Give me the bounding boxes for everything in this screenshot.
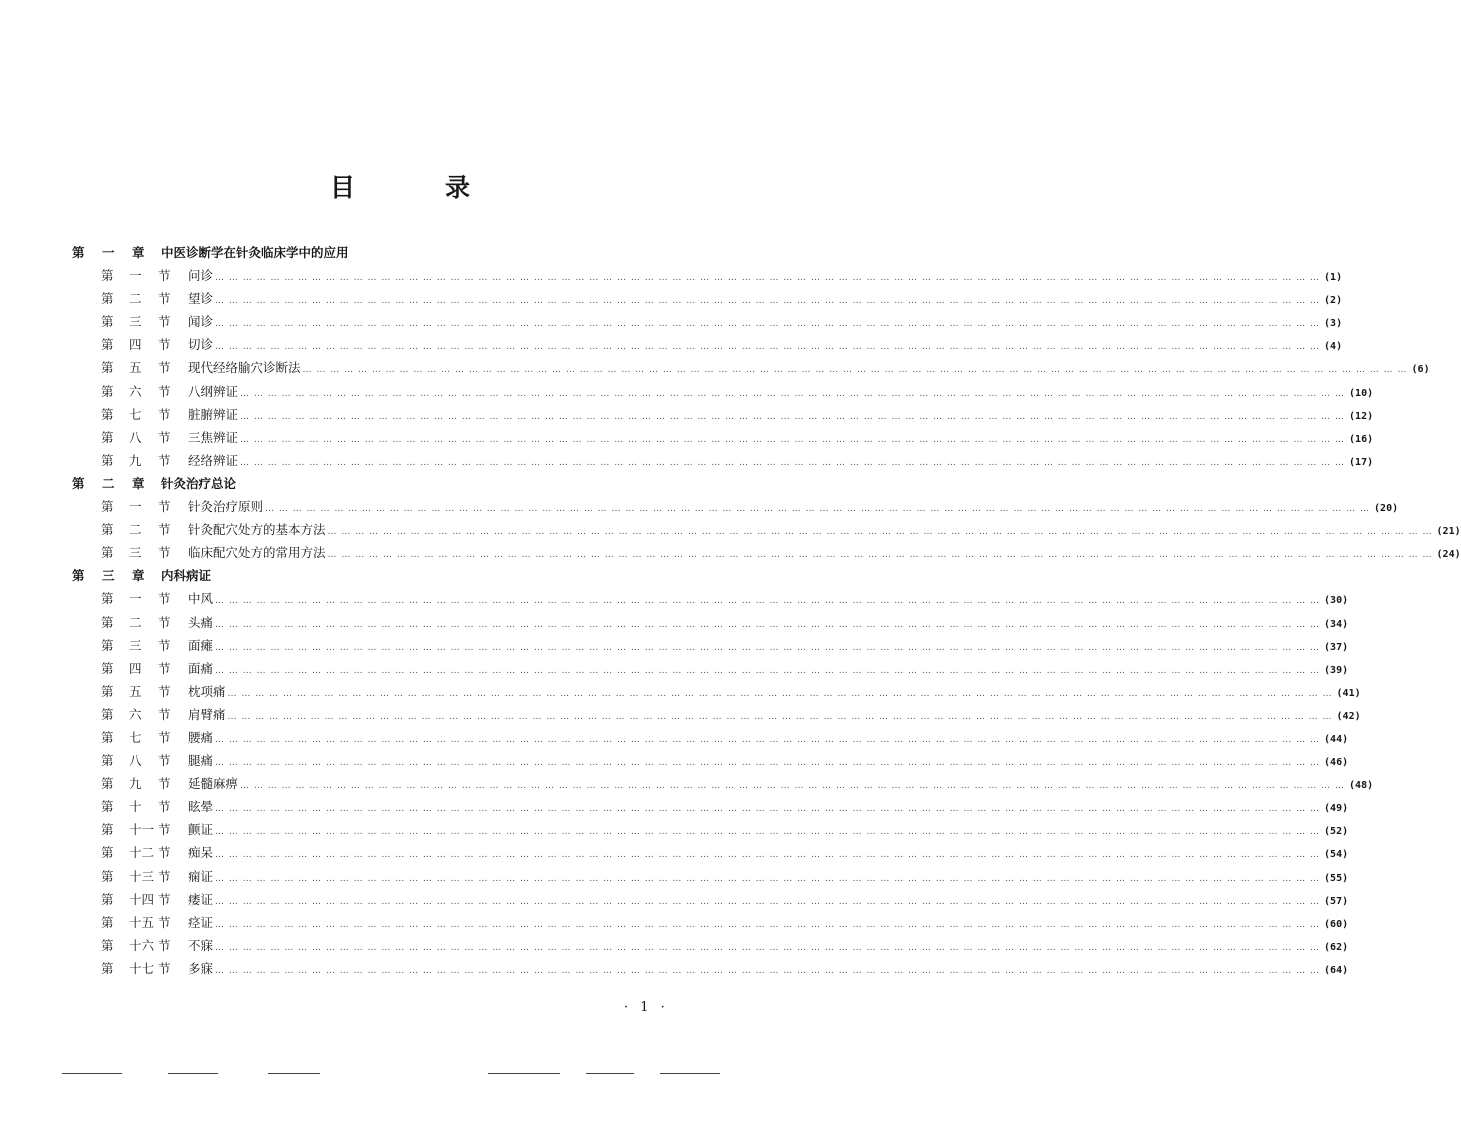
section-label-part: 节 [158, 729, 171, 745]
section-title: 枕项痛 [188, 683, 226, 699]
chapter-entry [161, 472, 684, 495]
section-label-part: 第 [101, 868, 114, 884]
page-ref: (39) [1324, 664, 1349, 676]
section-title: 眩晕 [188, 799, 214, 815]
section-label-part: 十七 [129, 960, 155, 976]
table-of-contents [72, 241, 1461, 980]
chapter-title: 针灸治疗总论 [161, 475, 237, 491]
dot-leader: … … … … … … … … … … … … … … … … … … … … … … … … … … … … … … … … … … … … … … … … … … … … … … … … … … … … … … … … … … … … … … … … … … … … … … … … … … … … … … … … [215, 342, 1321, 353]
toc-section-row [72, 356, 1430, 379]
toc-section-row [72, 426, 1374, 449]
page-ref: (4) [1324, 341, 1343, 353]
toc-chapter-row [72, 564, 684, 587]
section-title: 不寐 [188, 937, 214, 953]
section-title: 延髓麻痹 [188, 776, 239, 792]
section-label-part: 节 [158, 937, 171, 953]
page-ref: (52) [1324, 826, 1349, 838]
dot-leader: … … … … … … … … … … … … … … … … … … … … … … … … … … … … … … … … … … … … … … … … … … … … … … … … … … … … … … … … … … … … … … … … … … … … … … … … … … … … … … … … [240, 434, 1346, 445]
dot-leader: … … … … … … … … … … … … … … … … … … … … … … … … … … … … … … … … … … … … … … … … … … … … … … … … … … … … … … … … … … … … … … … … … … … … … … … … … … … … … … … … [215, 273, 1321, 284]
page-ref: (30) [1324, 595, 1349, 607]
section-title: 痉证 [188, 914, 214, 930]
dot-leader: … … … … … … … … … … … … … … … … … … … … … … … … … … … … … … … … … … … … … … … … … … … … … … … … … … … … … … … … … … … … … … … … … … … … … … … … … … … … … … … … [302, 365, 1408, 376]
section-label-part: 十五 [129, 914, 155, 930]
section-label-part: 四 [129, 660, 142, 676]
chapter-entry [161, 241, 684, 264]
section-label-part: 节 [158, 637, 171, 653]
page-number: · 1 · [624, 1000, 669, 1015]
section-label-part: 第 [101, 499, 114, 515]
section-label-part: 第 [101, 776, 114, 792]
section-label-part: 十三 [129, 868, 155, 884]
section-label-part: 六 [129, 706, 142, 722]
page-ref: (41) [1336, 687, 1361, 699]
dot-leader: … … … … … … … … … … … … … … … … … … … … … … … … … … … … … … … … … … … … … … … … … … … … … … … … … … … … … … … … … … … … … … … … … … … … … … … … … … … … … … … … [265, 504, 1371, 515]
scan-artifact-line [62, 1073, 122, 1074]
section-label-part: 节 [158, 522, 171, 538]
dot-leader: … … … … … … … … … … … … … … … … … … … … … … … … … … … … … … … … … … … … … … … … … … … … … … … … … … … … … … … … … … … … … … … … … … … … … … … … … … … … … … … … [240, 457, 1346, 468]
section-label-part: 节 [158, 268, 171, 284]
section-label-part: 第 [101, 845, 114, 861]
section-label-part: 第 [101, 614, 114, 630]
section-label-part: 节 [158, 314, 171, 330]
page-ref: (60) [1324, 918, 1349, 930]
section-label-part: 节 [158, 545, 171, 561]
section-title: 临床配穴处方的常用方法 [188, 545, 326, 561]
toc-section-row [72, 495, 1399, 518]
section-label-part: 第 [101, 822, 114, 838]
section-label-part: 八 [129, 753, 142, 769]
toc-section-row [72, 865, 1349, 888]
scan-artifact-line [488, 1073, 560, 1074]
section-label-part: 二 [129, 522, 142, 538]
section-label-part: 节 [158, 776, 171, 792]
chapter-label-part: 二 [102, 475, 115, 491]
section-label-part: 节 [158, 822, 171, 838]
scan-artifact-line [660, 1073, 720, 1074]
toc-section-row [72, 518, 1461, 541]
section-title: 八纲辨证 [188, 383, 239, 399]
section-label-part: 九 [129, 452, 142, 468]
dot-leader: … … … … … … … … … … … … … … … … … … … … … … … … … … … … … … … … … … … … … … … … … … … … … … … … … … … … … … … … … … … … … … … … … … … … … … … … … … … … … … … … [227, 688, 1333, 699]
section-label-part: 三 [129, 545, 142, 561]
section-label-part: 八 [129, 429, 142, 445]
section-label-part: 十二 [129, 845, 155, 861]
toc-chapter-row [72, 472, 684, 495]
section-label-part: 节 [158, 383, 171, 399]
toc-section-row [72, 287, 1343, 310]
section-label-part: 七 [129, 729, 142, 745]
section-label-part: 节 [158, 452, 171, 468]
toc-section-row [72, 634, 1349, 657]
dot-leader: … … … … … … … … … … … … … … … … … … … … … … … … … … … … … … … … … … … … … … … … … … … … … … … … … … … … … … … … … … … … … … … … … … … … … … … … … … … … … … … … [327, 550, 1433, 561]
toc-section-row [72, 749, 1349, 772]
section-label-part: 节 [158, 429, 171, 445]
section-label-part: 六 [129, 383, 142, 399]
section-title: 切诊 [188, 337, 214, 353]
dot-leader: … … … … … … … … … … … … … … … … … … … … … … … … … … … … … … … … … … … … … … … … … … … … … … … … … … … … … … … … … … … … … … … … … … … … … … … … … … … … … … … … [240, 411, 1346, 422]
section-label-part: 三 [129, 637, 142, 653]
toc-section-row [72, 310, 1343, 333]
section-title: 问诊 [188, 268, 214, 284]
toc-section-row [72, 772, 1374, 795]
page-ref: (10) [1349, 387, 1374, 399]
section-label-part: 二 [129, 614, 142, 630]
dot-leader: … … … … … … … … … … … … … … … … … … … … … … … … … … … … … … … … … … … … … … … … … … … … … … … … … … … … … … … … … … … … … … … … … … … … … … … … … … … … … … … … [240, 781, 1346, 792]
toc-section-row [72, 403, 1374, 426]
section-label-part: 第 [101, 291, 114, 307]
section-label-part: 节 [158, 614, 171, 630]
toc-section-row [72, 333, 1343, 356]
toc-chapter-row [72, 241, 684, 264]
page-ref: (37) [1324, 641, 1349, 653]
dot-leader: … … … … … … … … … … … … … … … … … … … … … … … … … … … … … … … … … … … … … … … … … … … … … … … … … … … … … … … … … … … … … … … … … … … … … … … … … … … … … … … … [240, 388, 1346, 399]
section-label-part: 四 [129, 337, 142, 353]
section-label-part: 第 [101, 729, 114, 745]
section-label-part: 一 [129, 499, 142, 515]
toc-section-row [72, 541, 1461, 564]
toc-section-row [72, 264, 1343, 287]
section-title: 头痛 [188, 614, 214, 630]
dot-leader: … … … … … … … … … … … … … … … … … … … … … … … … … … … … … … … … … … … … … … … … … … … … … … … … … … … … … … … … … … … … … … … … … … … … … … … … … … … … … … … … [327, 527, 1433, 538]
section-label-part: 第 [101, 591, 114, 607]
section-entry [188, 957, 1349, 983]
dot-leader: … … … … … … … … … … … … … … … … … … … … … … … … … … … … … … … … … … … … … … … … … … … … … … … … … … … … … … … … … … … … … … … … … … … … … … … … … … … … … … … … [215, 850, 1321, 861]
page-ref: (2) [1324, 295, 1343, 307]
section-label-part: 第 [101, 660, 114, 676]
section-label-part: 节 [158, 683, 171, 699]
chapter-title: 内科病证 [161, 568, 212, 584]
section-label-part: 第 [101, 914, 114, 930]
page-ref: (46) [1324, 757, 1349, 769]
page-ref: (34) [1324, 618, 1349, 630]
section-label-part: 第 [101, 522, 114, 538]
section-title: 腿痛 [188, 753, 214, 769]
section-label-part: 节 [158, 845, 171, 861]
page-ref: (64) [1324, 964, 1349, 976]
page-ref: (16) [1349, 433, 1374, 445]
section-label-part: 一 [129, 268, 142, 284]
page-ref: (21) [1436, 526, 1461, 538]
scan-artifact-line [268, 1073, 320, 1074]
dot-leader: … … … … … … … … … … … … … … … … … … … … … … … … … … … … … … … … … … … … … … … … … … … … … … … … … … … … … … … … … … … … … … … … … … … … … … … … … … … … … … … … [215, 758, 1321, 769]
chapter-label-part: 章 [132, 245, 145, 260]
section-title: 中风 [188, 591, 214, 607]
dot-leader: … … … … … … … … … … … … … … … … … … … … … … … … … … … … … … … … … … … … … … … … … … … … … … … … … … … … … … … … … … … … … … … … … … … … … … … … … … … … … … … … [215, 827, 1321, 838]
section-label-part: 十 [129, 799, 142, 815]
page-ref: (17) [1349, 456, 1374, 468]
section-title: 多寐 [188, 960, 214, 976]
section-label-part: 节 [158, 337, 171, 353]
section-label-part: 节 [158, 660, 171, 676]
chapter-title: 中医诊断学在针灸临床学中的应用 [161, 245, 349, 260]
page-ref: (20) [1374, 503, 1399, 515]
page-ref: (49) [1324, 803, 1349, 815]
dot-leader: … … … … … … … … … … … … … … … … … … … … … … … … … … … … … … … … … … … … … … … … … … … … … … … … … … … … … … … … … … … … … … … … … … … … … … … … … … … … … … … … [215, 919, 1321, 930]
section-label-part: 第 [101, 891, 114, 907]
toc-section-row [72, 795, 1349, 818]
section-title: 痫证 [188, 868, 214, 884]
dot-leader: … … … … … … … … … … … … … … … … … … … … … … … … … … … … … … … … … … … … … … … … … … … … … … … … … … … … … … … … … … … … … … … … … … … … … … … … … … … … … … … … [215, 642, 1321, 653]
section-label-part: 第 [101, 360, 114, 376]
section-title: 经络辨证 [188, 452, 239, 468]
chapter-label-part: 章 [132, 475, 145, 491]
section-label-part: 第 [101, 937, 114, 953]
page-ref: (1) [1324, 272, 1343, 284]
dot-leader: … … … … … … … … … … … … … … … … … … … … … … … … … … … … … … … … … … … … … … … … … … … … … … … … … … … … … … … … … … … … … … … … … … … … … … … … … … … … … … … … [215, 873, 1321, 884]
dot-leader: … … … … … … … … … … … … … … … … … … … … … … … … … … … … … … … … … … … … … … … … … … … … … … … … … … … … … … … … … … … … … … … … … … … … … … … … … … … … … … … … [215, 896, 1321, 907]
page-ref: (3) [1324, 318, 1343, 330]
page-ref: (42) [1336, 710, 1361, 722]
page-title [0, 168, 875, 208]
dot-leader: … … … … … … … … … … … … … … … … … … … … … … … … … … … … … … … … … … … … … … … … … … … … … … … … … … … … … … … … … … … … … … … … … … … … … … … … … … … … … … … … [215, 619, 1321, 630]
section-label-part: 第 [101, 383, 114, 399]
section-label-part: 第 [101, 314, 114, 330]
page-ref: (54) [1324, 849, 1349, 861]
section-title: 针灸配穴处方的基本方法 [188, 522, 326, 538]
scan-artifact-line [586, 1073, 634, 1074]
section-title: 面瘫 [188, 637, 214, 653]
section-title: 痿证 [188, 891, 214, 907]
page-ref: (57) [1324, 895, 1349, 907]
section-label-part: 第 [101, 960, 114, 976]
section-label-part: 节 [158, 499, 171, 515]
section-label-part: 节 [158, 291, 171, 307]
section-title: 针灸治疗原则 [188, 499, 264, 515]
section-label-part: 节 [158, 891, 171, 907]
chapter-label-part: 第 [72, 475, 85, 491]
section-label-part: 第 [101, 753, 114, 769]
dot-leader: … … … … … … … … … … … … … … … … … … … … … … … … … … … … … … … … … … … … … … … … … … … … … … … … … … … … … … … … … … … … … … … … … … … … … … … … … … … … … … … … [227, 711, 1333, 722]
dot-leader: … … … … … … … … … … … … … … … … … … … … … … … … … … … … … … … … … … … … … … … … … … … … … … … … … … … … … … … … … … … … … … … … … … … … … … … … … … … … … … … … [215, 319, 1321, 330]
toc-section-row [72, 818, 1349, 841]
chapter-label-part: 一 [102, 245, 115, 260]
section-title: 肩臂痛 [188, 706, 226, 722]
section-title: 脏腑辨证 [188, 406, 239, 422]
toc-section-row [72, 587, 1349, 610]
section-label-part: 节 [158, 799, 171, 815]
toc-section-row [72, 703, 1361, 726]
section-label-part: 第 [101, 683, 114, 699]
section-label-part: 第 [101, 406, 114, 422]
dot-leader: … … … … … … … … … … … … … … … … … … … … … … … … … … … … … … … … … … … … … … … … … … … … … … … … … … … … … … … … … … … … … … … … … … … … … … … … … … … … … … … … [215, 596, 1321, 607]
toc-section-row [72, 611, 1349, 634]
section-title: 现代经络腧穴诊断法 [188, 360, 301, 376]
page-ref: (24) [1436, 549, 1461, 561]
dot-leader: … … … … … … … … … … … … … … … … … … … … … … … … … … … … … … … … … … … … … … … … … … … … … … … … … … … … … … … … … … … … … … … … … … … … … … … … … … … … … … … … [215, 665, 1321, 676]
page-ref: (48) [1349, 780, 1374, 792]
toc-section-row [72, 680, 1361, 703]
chapter-entry [161, 564, 684, 587]
section-title: 面痛 [188, 660, 214, 676]
dot-leader: … … … … … … … … … … … … … … … … … … … … … … … … … … … … … … … … … … … … … … … … … … … … … … … … … … … … … … … … … … … … … … … … … … … … … … … … … … … … … … … … [215, 296, 1321, 307]
section-label-part: 九 [129, 776, 142, 792]
section-label-part: 节 [158, 914, 171, 930]
title-char-lu: 录 [445, 173, 471, 202]
toc-section-row [72, 380, 1374, 403]
chapter-label-part: 章 [132, 568, 145, 584]
section-title: 颤证 [188, 822, 214, 838]
section-label-part: 五 [129, 683, 142, 699]
page-ref: (12) [1349, 410, 1374, 422]
toc-section-row [72, 957, 1349, 980]
dot-leader: … … … … … … … … … … … … … … … … … … … … … … … … … … … … … … … … … … … … … … … … … … … … … … … … … … … … … … … … … … … … … … … … … … … … … … … … … … … … … … … … [215, 965, 1321, 976]
section-title: 闻诊 [188, 314, 214, 330]
section-label-part: 一 [129, 591, 142, 607]
section-label-part: 节 [158, 960, 171, 976]
toc-section-row [72, 911, 1349, 934]
chapter-label-part: 第 [72, 568, 85, 584]
section-label-part: 第 [101, 268, 114, 284]
section-label-part: 第 [101, 337, 114, 353]
section-title: 三焦辨证 [188, 429, 239, 445]
section-label-part: 第 [101, 706, 114, 722]
section-label-part: 第 [101, 545, 114, 561]
chapter-label-part: 三 [102, 568, 115, 584]
page-ref: (44) [1324, 733, 1349, 745]
chapter-label-part: 第 [72, 245, 85, 260]
section-label-part: 节 [158, 868, 171, 884]
section-label-part: 十四 [129, 891, 155, 907]
page-ref: (62) [1324, 941, 1349, 953]
section-title: 腰痛 [188, 729, 214, 745]
section-label-part: 节 [158, 406, 171, 422]
dot-leader: … … … … … … … … … … … … … … … … … … … … … … … … … … … … … … … … … … … … … … … … … … … … … … … … … … … … … … … … … … … … … … … … … … … … … … … … … … … … … … … … [215, 804, 1321, 815]
toc-section-row [72, 841, 1349, 864]
section-label-part: 第 [101, 452, 114, 468]
title-char-mu: 目 [330, 173, 356, 202]
section-title: 望诊 [188, 291, 214, 307]
section-label-part: 节 [158, 753, 171, 769]
toc-section-row [72, 449, 1374, 472]
section-label-part: 节 [158, 591, 171, 607]
dot-leader: … … … … … … … … … … … … … … … … … … … … … … … … … … … … … … … … … … … … … … … … … … … … … … … … … … … … … … … … … … … … … … … … … … … … … … … … … … … … … … … … [215, 734, 1321, 745]
toc-section-row [72, 726, 1349, 749]
dot-leader: … … … … … … … … … … … … … … … … … … … … … … … … … … … … … … … … … … … … … … … … … … … … … … … … … … … … … … … … … … … … … … … … … … … … … … … … … … … … … … … … [215, 942, 1321, 953]
section-label-part: 三 [129, 314, 142, 330]
toc-section-row [72, 888, 1349, 911]
section-label-part: 十一 [129, 822, 155, 838]
section-label-part: 五 [129, 360, 142, 376]
section-label-part: 第 [101, 429, 114, 445]
section-label-part: 第 [101, 799, 114, 815]
section-label-part: 二 [129, 291, 142, 307]
toc-section-row [72, 657, 1349, 680]
section-label-part: 七 [129, 406, 142, 422]
section-label-part: 节 [158, 360, 171, 376]
section-label-part: 节 [158, 706, 171, 722]
page-ref: (55) [1324, 872, 1349, 884]
section-label-part: 第 [101, 637, 114, 653]
section-label-part: 十六 [129, 937, 155, 953]
section-title: 痴呆 [188, 845, 214, 861]
page-ref: (6) [1411, 364, 1430, 376]
scan-artifact-line [168, 1073, 218, 1074]
toc-section-row [72, 934, 1349, 957]
